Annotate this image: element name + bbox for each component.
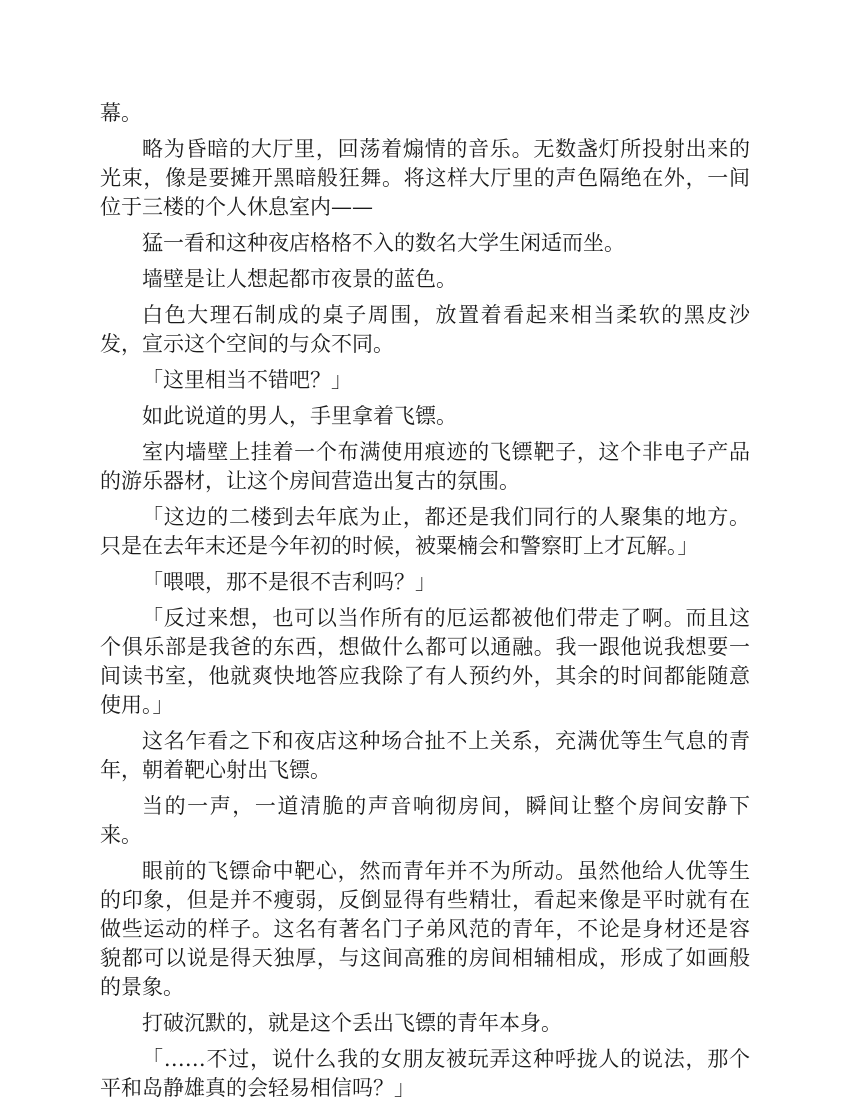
paragraph: 如此说道的男人，手里拿着飞镖。 — [142, 404, 457, 428]
body-text — [100, 99, 750, 1110]
paragraph: 猛一看和这种夜店格格不入的数名大学生闲适而坐。 — [142, 231, 625, 255]
paragraph: 略为昏暗的大厅里，回荡着煽情的音乐。无数盏灯所投射出来的光束，像是要摊开黑暗般狂舞。将这样大厅里的声色隔绝在外，一间位于三楼的个人休息室内—— — [100, 137, 750, 219]
paragraph: 幕。 — [100, 101, 142, 125]
paragraph: 打破沉默的，就是这个丢出飞镖的青年本身。 — [142, 1011, 562, 1035]
paragraph: 白色大理石制成的桌子周围，放置着看起来相当柔软的黑皮沙发，宣示这个空间的与众不同。 — [100, 303, 750, 356]
paragraph: 「反过来想，也可以当作所有的厄运都被他们带走了啊。而且这个俱乐部是我爸的东西，想做什么都可以通融。我一跟他说我想要一间读书室，他就爽快地答应我除了有人预约外，其余的时间都能随意使用。」 — [100, 606, 750, 717]
paragraph: 「这边的二楼到去年底为止，都还是我们同行的人聚集的地方。只是在去年末还是今年初的时候，被粟楠会和警察盯上才瓦解。」 — [100, 505, 750, 558]
paragraph: 「喂喂，那不是很不吉利吗？」 — [142, 570, 436, 594]
paragraph: 墙壁是让人想起都市夜景的蓝色。 — [142, 267, 457, 291]
paragraph: 室内墙壁上挂着一个布满使用痕迹的飞镖靶子，这个非电子产品的游乐器材，让这个房间营造出复古的氛围。 — [100, 440, 750, 493]
paragraph: 这名乍看之下和夜店这种场合扯不上关系，充满优等生气息的青年，朝着靶心射出飞镖。 — [100, 729, 750, 782]
paragraph: 当的一声，一道清脆的声音响彻房间，瞬间让整个房间安静下来。 — [100, 794, 750, 847]
paragraph: 「……不过，说什么我的女朋友被玩弄这种呼拢人的说法，那个平和岛静雄真的会轻易相信吗？」 — [100, 1047, 750, 1100]
paragraph: 眼前的飞镖命中靶心，然而青年并不为所动。虽然他给人优等生的印象，但是并不瘦弱，反倒显得有些精壮，看起来像是平时就有在做些运动的样子。这名有著名门子弟风范的青年，不论是身材还是容貌都可以说是得天独厚，与这间高雅的房间相辅相成，形成了如画般的景象。 — [100, 859, 750, 999]
paragraph: 「这里相当不错吧？」 — [142, 368, 352, 392]
